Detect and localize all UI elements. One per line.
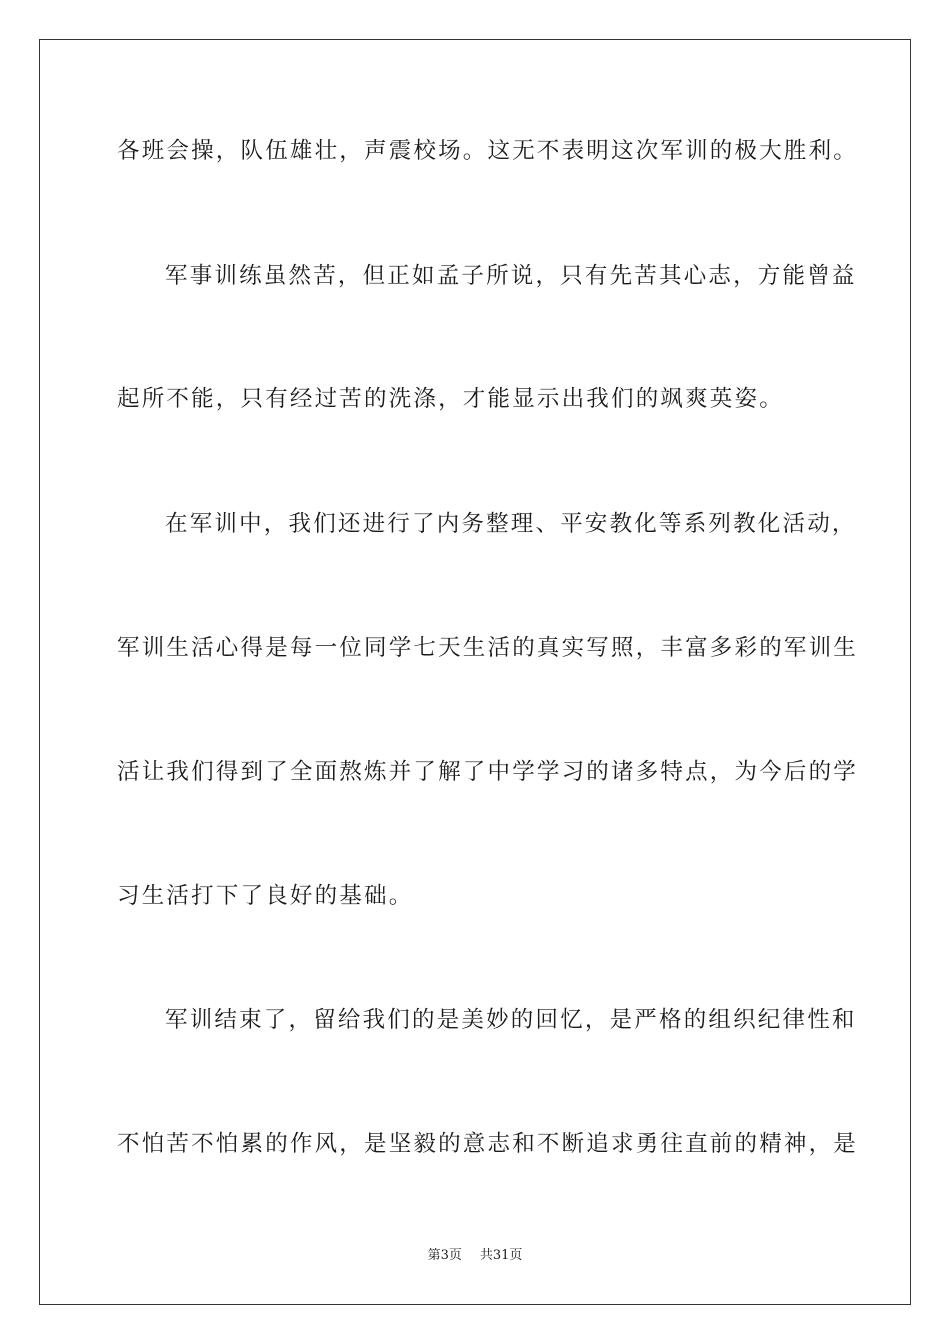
- paragraph-line-2: 军事训练虽然苦，但正如孟子所说，只有先苦其心志，方能曾益: [165, 263, 857, 289]
- paragraph-line-3: 起所不能，只有经过苦的洗涤，才能显示出我们的飒爽英姿。: [117, 386, 784, 412]
- paragraph-line-6: 活让我们得到了全面熬炼并了解了中学学习的诸多特点，为今后的学: [117, 759, 859, 785]
- paragraph-line-7: 习生活打下了良好的基础。: [117, 883, 414, 909]
- paragraph-line-8: 军训结束了，留给我们的是美妙的回忆，是严格的组织纪律性和: [165, 1007, 857, 1033]
- paragraph-line-5: 军训生活心得是每一位同学七天生活的真实写照，丰富多彩的军训生: [117, 635, 859, 661]
- paragraph-line-9: 不怕苦不怕累的作风，是坚毅的意志和不断追求勇往直前的精神，是: [117, 1131, 859, 1157]
- page-footer: [0, 1247, 950, 1265]
- page-frame: [39, 39, 911, 1305]
- paragraph-line-1: 各班会操，队伍雄壮，声震校场。这无不表明这次军训的极大胜利。: [117, 138, 859, 164]
- page-number: 第3页: [427, 1248, 462, 1263]
- paragraph-line-4: 在军训中，我们还进行了内务整理、平安教化等系列教化活动，: [165, 511, 857, 537]
- total-pages: 共31页: [479, 1248, 523, 1263]
